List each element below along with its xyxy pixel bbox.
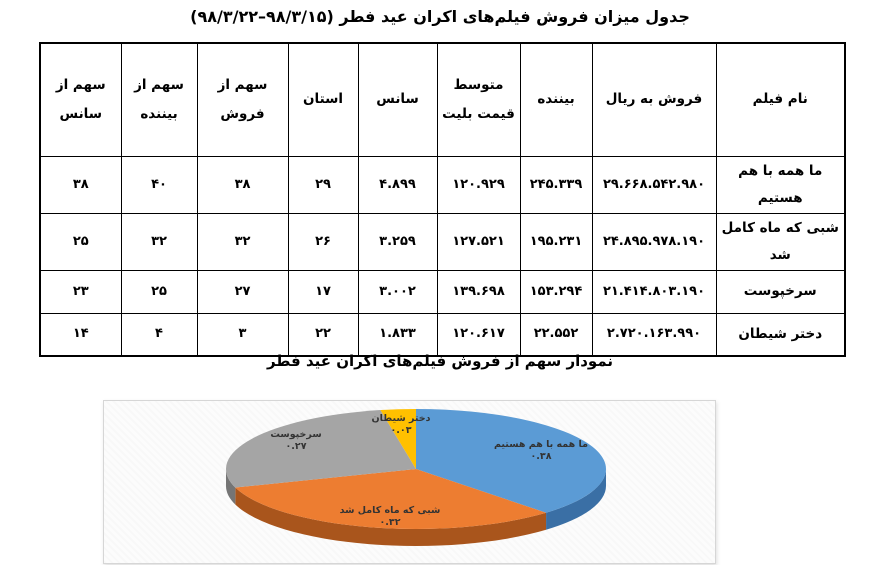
cell-sales_rial: ۲.۷۲۰.۱۶۳.۹۹۰ [592, 313, 716, 356]
column-header-share_viewers: سهم از بیننده [121, 43, 197, 156]
cell-share_sales: ۳۲ [197, 213, 288, 270]
column-header-provinces: استان [288, 43, 358, 156]
pie-label-name: ما همه با هم هستیم [493, 439, 589, 450]
cell-share_viewers: ۲۵ [121, 270, 197, 313]
chart-title: نمودار سهم از فروش فیلم‌های اکران عید فطر [266, 352, 614, 370]
cell-sales_rial: ۲۴.۸۹۵.۹۷۸.۱۹۰ [592, 213, 716, 270]
cell-share_sales: ۳۸ [197, 156, 288, 213]
table-row [40, 270, 845, 313]
cell-sessions: ۳.۲۵۹ [358, 213, 437, 270]
pie-chart-svg [104, 401, 715, 563]
cell-name: شبی که ماه کامل شد [716, 213, 845, 270]
cell-name: ما همه با هم هستیم [716, 156, 845, 213]
column-header-share_sessions: سهم از سانس [40, 43, 121, 156]
cell-avg_ticket: ۱۲۰.۶۱۷ [437, 313, 520, 356]
column-header-viewers: بیننده [520, 43, 592, 156]
cell-share_sales: ۲۷ [197, 270, 288, 313]
cell-share_viewers: ۴ [121, 313, 197, 356]
column-header-name: نام فیلم [716, 43, 845, 156]
cell-sessions: ۴.۸۹۹ [358, 156, 437, 213]
column-header-avg_ticket: متوسط قیمت بلیت [437, 43, 520, 156]
column-header-sessions: سانس [358, 43, 437, 156]
cell-name: سرخپوست [716, 270, 845, 313]
cell-share_sales: ۳ [197, 313, 288, 356]
table-body [40, 156, 845, 356]
cell-share_sessions: ۲۵ [40, 213, 121, 270]
pie-chart-panel[interactable] [103, 400, 716, 564]
column-header-share_sales: سهم از فروش [197, 43, 288, 156]
cell-provinces: ۲۶ [288, 213, 358, 270]
cell-viewers: ۱۵۳.۲۹۴ [520, 270, 592, 313]
cell-share_viewers: ۳۲ [121, 213, 197, 270]
cell-share_sessions: ۲۳ [40, 270, 121, 313]
table-row [40, 156, 845, 213]
pie-label-value: ۰.۳۲ [379, 517, 401, 528]
film-sales-table [39, 42, 846, 357]
cell-sales_rial: ۲۱.۴۱۴.۸۰۳.۱۹۰ [592, 270, 716, 313]
pie-label-value: ۰.۰۳ [390, 425, 412, 436]
cell-sessions: ۳.۰۰۲ [358, 270, 437, 313]
table-row [40, 313, 845, 356]
cell-avg_ticket: ۱۳۹.۶۹۸ [437, 270, 520, 313]
cell-name: دختر شیطان [716, 313, 845, 356]
cell-avg_ticket: ۱۲۷.۵۲۱ [437, 213, 520, 270]
pie-label-name: سرخپوست [270, 429, 322, 440]
cell-provinces: ۲۲ [288, 313, 358, 356]
column-header-sales_rial: فروش به ریال [592, 43, 716, 156]
cell-share_viewers: ۴۰ [121, 156, 197, 213]
table-header-row [40, 43, 845, 156]
cell-avg_ticket: ۱۲۰.۹۲۹ [437, 156, 520, 213]
cell-provinces: ۲۹ [288, 156, 358, 213]
pie-label-name: شبی که ماه کامل شد [339, 505, 441, 516]
pie-label-value: ۰.۳۸ [530, 451, 552, 462]
cell-sessions: ۱.۸۳۳ [358, 313, 437, 356]
pie-label-name: دختر شیطان [371, 413, 431, 424]
cell-sales_rial: ۲۹.۶۶۸.۵۴۲.۹۸۰ [592, 156, 716, 213]
cell-viewers: ۲۲.۵۵۲ [520, 313, 592, 356]
cell-viewers: ۱۹۵.۲۳۱ [520, 213, 592, 270]
table-row [40, 213, 845, 270]
cell-share_sessions: ۳۸ [40, 156, 121, 213]
cell-provinces: ۱۷ [288, 270, 358, 313]
cell-share_sessions: ۱۴ [40, 313, 121, 356]
cell-viewers: ۲۴۵.۳۳۹ [520, 156, 592, 213]
table-title: جدول میزان فروش فیلم‌های اکران عید فطر (۹۸/۳/۱۵–۹۸/۳/۲۲) [190, 7, 690, 26]
pie-label-value: ۰.۲۷ [285, 441, 307, 452]
